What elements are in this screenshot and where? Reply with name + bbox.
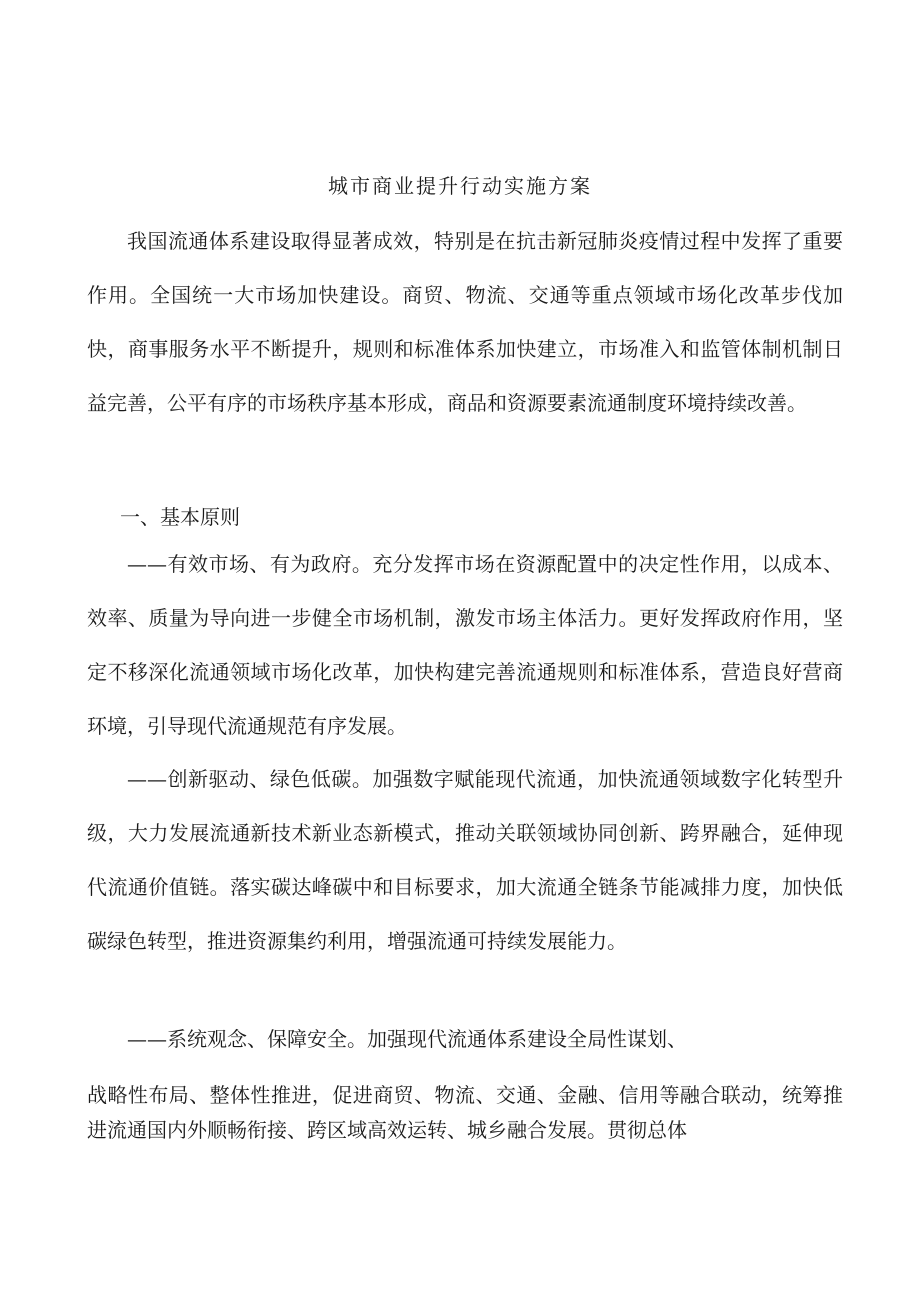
principle-paragraph-effective-market: ——有效市场、有为政府。充分发挥市场在资源配置中的决定性作用，以成本、效率、质量为导向进一步健全市场机制，激发市场主体活力。更好发挥政府作用，坚定不移深化流通领域市场化改革，加快构建完善流通规则和标准体系，营造良好营商环境，引导现代流通规范有序发展。: [87, 552, 843, 738]
principle-paragraph-innovation-green: ——创新驱动、绿色低碳。加强数字赋能现代流通，加快流通领域数字化转型升级，大力发展流通新技术新业态新模式，推动关联领域协同创新、跨界融合，延伸现代流通价值链。落实碳达峰碳中和目标要求，加大流通全链条节能减排力度，加快低碳绿色转型，推进资源集约利用，增强流通可持续发展能力。: [87, 767, 843, 953]
principle-paragraph-system-security-first-line: ——系统观念、保障安全。加强现代流通体系建设全局性谋划、: [127, 1027, 687, 1051]
principle-paragraph-system-security-continued: 战略性布局、整体性推进，促进商贸、物流、交通、金融、信用等融合联动，统筹推进流通国内外顺畅衔接、跨区域高效运转、城乡融合发展。贯彻总体: [87, 1083, 843, 1142]
intro-paragraph: 我国流通体系建设取得显著成效，特别是在抗击新冠肺炎疫情过程中发挥了重要作用。全国统一大市场加快建设。商贸、物流、交通等重点领域市场化改革步伐加快，商事服务水平不断提升，规则和标准体系加快建立，市场准入和监管体制机制日益完善，公平有序的市场秩序基本形成，商品和资源要素流通制度环境持续改善。: [87, 229, 843, 415]
document-title: 城市商业提升行动实施方案: [328, 174, 592, 198]
section-heading-basic-principles: 一、基本原则: [120, 505, 240, 529]
